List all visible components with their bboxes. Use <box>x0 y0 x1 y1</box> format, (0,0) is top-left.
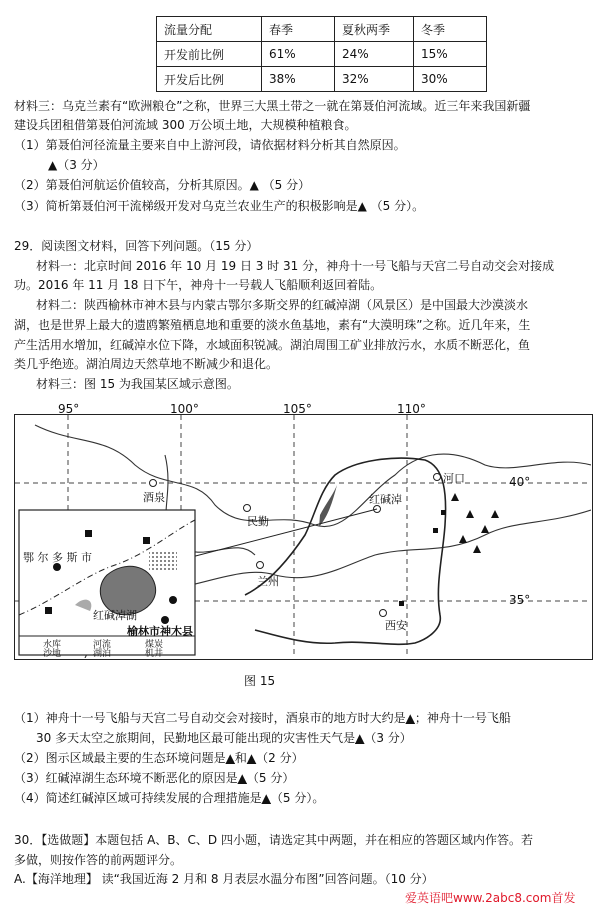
answer-blank: ▲ <box>405 711 415 725</box>
q30-line3: A.【海洋地理】 读“我国近海 2 月和 8 月表层水温分布图”回答问题。（10 分） <box>14 872 434 886</box>
table-cell: 38% <box>262 67 335 92</box>
coal-symbol <box>143 537 150 544</box>
q28-2-tail: ▲ （5 分） <box>249 178 311 192</box>
table-row <box>157 42 487 67</box>
place-label: 西安 <box>385 619 407 632</box>
mountain-symbol <box>466 510 474 518</box>
place-label: 红碱淖 <box>369 493 402 506</box>
mountain-symbol <box>451 493 459 501</box>
legend-item: 河流 <box>93 640 112 650</box>
q29-1-line1 <box>14 710 511 726</box>
answer-blank: ▲ <box>355 731 365 745</box>
answer-blank: ▲ <box>225 751 235 765</box>
q28-1-answer: ▲（3 分） <box>48 158 105 172</box>
lat-label: 40° <box>509 475 531 489</box>
legend-item: 湖泊 <box>93 649 112 659</box>
q29-1-text: （1）神舟十一号飞船与天宫二号自动交会对接时，酒泉市的地方时大约是 <box>14 711 406 725</box>
legend-item: 沙地 <box>43 649 62 659</box>
answer-blank: ▲ <box>261 791 271 805</box>
q29-3-text: （3）红碱淖湖生态环境不断恶化的原因是 <box>14 771 238 785</box>
sand-area <box>149 550 177 572</box>
table-cell: 61% <box>262 42 335 67</box>
material3-line2: 建设兵团租借第聂伯河流域 300 万公顷土地，大规模种植粮食。 <box>14 118 357 132</box>
lon-label: 95° <box>58 402 80 416</box>
q28-2 <box>14 177 310 193</box>
q29-2-tail: （2 分） <box>256 751 304 765</box>
desert-patch <box>319 485 337 527</box>
table-cell: 32% <box>335 67 414 92</box>
inset-label: 红碱淖湖 <box>93 609 137 622</box>
figure-caption: 图 15 <box>244 674 276 688</box>
lon-label: 105° <box>283 402 312 416</box>
yellow-river <box>245 458 446 644</box>
place-label: 酒泉 <box>143 491 165 504</box>
q29-m2-line3: 产生活用水增加，红碱淖水位下降，水域面积锐减。湖泊周围工矿业排放污水，水质不断恶化，鱼 <box>14 338 531 352</box>
mountain-symbol <box>481 525 489 533</box>
legend-item: 机井 <box>145 649 164 659</box>
table-cell: 开发后比例 <box>157 67 262 92</box>
q29-3-tail: （5 分） <box>246 771 295 785</box>
table-header-row <box>157 17 487 42</box>
city-marker-lanzhou <box>257 562 264 569</box>
q30-line2: 多做，则按作答的前两题评分。 <box>14 853 183 867</box>
answer-blank: ▲ <box>237 771 247 785</box>
q29-1-tail: （3 分） <box>364 731 412 745</box>
city-marker-hekou <box>434 474 441 481</box>
place-label: 兰州 <box>257 575 279 588</box>
table-header-cell: 夏秋两季 <box>335 17 414 42</box>
table-header-cell: 冬季 <box>414 17 487 42</box>
q29-m2-line4: 类几乎绝迹。湖泊周边天然草地不断减少和退化。 <box>14 357 279 371</box>
inset-pointer-line <box>180 509 377 560</box>
q29-title: 29．阅读图文材料，回答下列问题。（15 分） <box>14 239 259 253</box>
city-marker-jiuquan <box>150 480 157 487</box>
q29-4-text: （4）简述红碱淖区域可持续发展的合理措施是 <box>14 791 262 805</box>
q29-m3: 材料三：图 15 为我国某区域示意图。 <box>36 377 239 391</box>
footer-watermark: 爱英语吧www.2abc8.com首发 <box>405 891 576 905</box>
q29-4 <box>14 790 324 806</box>
table-header-cell: 春季 <box>262 17 335 42</box>
table-cell: 15% <box>414 42 487 67</box>
lon-label: 100° <box>170 402 199 416</box>
q29-2-and: 和 <box>234 751 247 765</box>
q29-m2-line1: 材料二：陕西榆林市神木县与内蒙古鄂尔多斯交界的红碱淖湖（风景区）是中国最大沙漠淡水 <box>36 298 529 312</box>
legend-item: 煤炭 <box>145 640 164 650</box>
q29-m1-line1: 材料一：北京时间 2016 年 10 月 19 日 3 时 31 分，神舟十一号飞船与天宫二号自动交会对接成 <box>36 259 555 273</box>
mountain-symbol <box>473 545 481 553</box>
q29-2 <box>14 750 304 766</box>
mountain-symbol <box>459 535 467 543</box>
place-label: 民勤 <box>247 515 269 528</box>
q28-3-text: （3）简析第聂伯河干流梯级开发对乌克兰农业生产的积极影响是 <box>14 199 358 213</box>
table-cell: 开发前比例 <box>157 42 262 67</box>
inset-label: 鄂 尔 多 斯 市 <box>23 551 92 564</box>
q29-3 <box>14 770 294 786</box>
q28-3 <box>14 198 424 214</box>
q29-m1-line2: 功。2016 年 11 月 18 日下午，神舟十一号载人飞船顺利返回着陆。 <box>14 278 383 292</box>
q28-3-tail: ▲ （5 分）。 <box>357 199 425 213</box>
coal-symbol <box>433 528 438 533</box>
q28-2-text: （2）第聂伯河航运价值较高，分析其原因。 <box>14 178 250 192</box>
city-marker-xian <box>380 610 387 617</box>
mountain-symbol <box>491 510 499 518</box>
q29-m2-line2: 湖，也是世界上最大的遗鸥繁殖栖息地和重要的淡水鱼基地，素有“大漠明珠”之称。近几年来，生 <box>14 318 531 332</box>
lat-label: 35° <box>509 593 531 607</box>
flow-distribution-table <box>156 16 487 92</box>
q29-1-mid: ；神舟十一号飞船 <box>414 711 511 725</box>
q28-1: （1）第聂伯河径流量主要来自中上游河段，请依据材料分析其自然原因。 <box>14 138 406 152</box>
table-header-cell: 流量分配 <box>157 17 262 42</box>
table-cell: 24% <box>335 42 414 67</box>
q29-1-text2: 30 多天太空之旅期间，民勤地区最可能出现的灾害性天气是 <box>36 731 356 745</box>
q29-2-text: （2）图示区域最主要的生态环境问题是 <box>14 751 226 765</box>
legend-item: 水库 <box>43 640 62 650</box>
answer-blank: ▲ <box>246 751 257 765</box>
lon-label: 110° <box>397 402 426 416</box>
region-map-figure <box>14 414 593 660</box>
q29-4-tail: （5 分）。 <box>270 791 325 805</box>
coal-symbol <box>441 510 446 515</box>
coal-symbol <box>45 607 52 614</box>
coal-symbol <box>85 530 92 537</box>
q29-1-line2 <box>36 730 412 746</box>
table-row <box>157 67 487 92</box>
city-marker-minqin <box>244 505 251 512</box>
coal-symbol <box>399 601 404 606</box>
place-label: 河口 <box>443 472 465 485</box>
table-cell: 30% <box>414 67 487 92</box>
q30-line1: 30．【选做题】本题包括 A、B、C、D 四小题，请选定其中两题，并在相应的答题区域内作答。若 <box>14 833 533 847</box>
material3-line1: 材料三：乌克兰素有“欧洲粮仓”之称，世界三大黑土带之一就在第聂伯河流域。近三年来我国新疆 <box>14 99 531 113</box>
inset-label: 榆林市神木县 <box>127 625 193 638</box>
well-symbol <box>169 596 177 604</box>
